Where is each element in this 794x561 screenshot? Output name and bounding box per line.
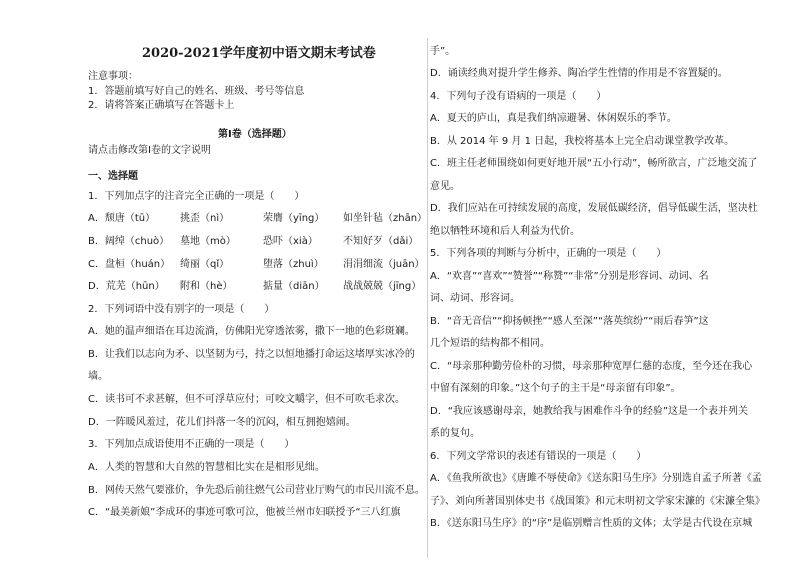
q2-option-a: A．她的温声细语在耳边流淌，仿佛阳光穿透浓雾，撒下一地的色彩斑斓。 [88, 326, 415, 337]
exam-title: 2020-2021学年度初中语文期末考试卷 [142, 46, 376, 61]
q4-option-c-cont: 意见。 [430, 181, 460, 192]
question-6: 6．下列文学常识的表述有错误的一项是（ ） [430, 451, 647, 462]
q1-option-d [88, 280, 427, 293]
q1d-item-1: D．荒芜（hūn） [88, 281, 165, 292]
q2-option-b-cont: 墙。 [88, 371, 108, 382]
q5-option-d: D．“我应该感谢母亲，她教给我与困难作斗争的经验”这是一个表并列关 [430, 406, 749, 417]
part-1-note: 请点击修改第Ⅰ卷的文字说明 [88, 145, 211, 156]
q2-option-c: C．读书可不求甚解，但不可浮草应付；可咬文嚼字，但不可吹毛求次。 [88, 394, 405, 405]
q2-option-b: B．让我们以志向为矛、以坚韧为弓，持之以恒地播打命运这堵厚实冰冷的 [88, 349, 415, 360]
q5-option-c: C．“母亲那种勤劳俭朴的习惯，母亲那种宽厚仁慈的态度，至今还在我心 [430, 361, 753, 372]
q1a-item-1: A．颓唐（tū） [88, 213, 156, 224]
q1-option-a [88, 212, 427, 225]
q1b-item-4: 不知好歹（dǎi） [343, 236, 419, 247]
q5-option-b-cont: 几个短语的结构都不相同。 [430, 338, 550, 349]
q5-option-b: B．“音无音信”“抑扬顿挫”“感人至深”“落英缤纷”“雨后春笋”这 [430, 316, 709, 327]
question-5: 5．下列各项的判断与分析中，正确的一项是（ ） [430, 248, 667, 259]
q1d-item-2: 附和（hè） [180, 281, 233, 292]
q1-option-c [88, 258, 427, 271]
q3-option-c-cont: 手”。 [430, 46, 456, 57]
q6-option-a: A．《鱼我所欲也》《唐雎不辱使命》《送东阳马生序》分别选自孟子所著《孟 [430, 473, 762, 484]
q1a-item-4: 如坐针毡（zhān） [343, 213, 428, 224]
column-divider [427, 38, 428, 558]
q5-option-a-cont: 词、动词、形容词。 [430, 293, 520, 304]
q6-option-a-cont: 子》、刘向所著国别体史书《战国策》和元末明初文学家宋濂的《宋濂全集》 [430, 496, 765, 507]
q4-option-b: B．从 2014 年 9 月 1 日起，我校将基本上完全启动课堂教学改革。 [430, 136, 735, 147]
question-4: 4．下列句子没有语病的一项是（ ） [430, 91, 607, 102]
q5-option-a: A．“欢喜”“喜欢”“赞誉”“称赞”“非常”分别是形容词、动词、名 [430, 271, 709, 282]
q1a-item-2: 挑歪（nì） [180, 213, 230, 224]
q5-option-c-cont: 中留有深刻的印象。”这个句子的主干是“母亲留有印象”。 [430, 383, 681, 394]
q1b-item-3: 恐吓（xià） [263, 236, 318, 247]
q4-option-d-cont: 绝以牺牲环境和后人利益为代价。 [430, 226, 580, 237]
q6-option-b: B．《送东阳马生序》的“序”是临别赠言性质的文体；太学是古代设在京城 [430, 518, 753, 529]
q3-option-d: D．诵读经典对提升学生修养、陶冶学生性情的作用是不容置疑的。 [430, 68, 728, 79]
q1c-item-4: 涓涓细流（juān） [343, 259, 425, 270]
q1-option-b [88, 235, 427, 248]
question-2: 2．下列词语中没有别字的一项是（ ） [88, 304, 275, 315]
notice-item-1: 1．答题前填写好自己的姓名、班级、考号等信息 [88, 86, 305, 97]
q1a-item-3: 荣膺（yīng） [263, 213, 325, 224]
q1c-item-3: 堕落（zhuì） [263, 259, 324, 270]
q3-option-b: B．网传天然气要涨价，争先恐后前往燃气公司营业厅购气的市民川流不息。 [88, 485, 425, 496]
q3-option-a: A．人类的智慧和大自然的智慧相比实在是相形见绌。 [88, 462, 325, 473]
q4-option-d: D．我们应站在可持续发展的高度，发展低碳经济，倡导低碳生活，坚决杜 [430, 203, 758, 214]
question-3: 3．下列加点成语使用不正确的一项是（ ） [88, 439, 295, 450]
question-1: 1．下列加点字的注音完全正确的一项是（ ） [88, 191, 305, 202]
section-heading: 一、选择题 [88, 171, 138, 182]
q3-option-c: C．“最美新娘”李成环的事迹可歌可泣，他被兰州市妇联授予“三八红旗 [88, 507, 401, 518]
q1c-item-2: 绮丽（qǐ） [180, 259, 230, 270]
notice-item-2: 2．请将答案正确填写在答题卡上 [88, 100, 235, 111]
part-1-heading: 第Ⅰ卷（选择题） [218, 129, 292, 140]
notice-heading: 注意事项： [88, 71, 138, 82]
q1b-item-2: 墓地（mò） [180, 236, 236, 247]
q4-option-a: A．夏天的庐山，真是我们纳凉避暑、休闲娱乐的季节。 [430, 113, 677, 124]
q1b-item-1: B．阔绰（chuò） [88, 236, 170, 247]
q1c-item-1: C．盘桓（huán） [88, 259, 171, 270]
q2-option-d: D．一阵暖风羞过，花儿们抖落一冬的沉闷，相互拥抱嬉闹。 [88, 417, 356, 428]
q1d-item-3: 掂量（diān） [263, 281, 325, 292]
q1d-item-4: 战战兢兢（jīng） [343, 281, 422, 292]
q4-option-c: C．班主任老师围绕如何更好地开展“五小行动”，畅所欲言，广泛地交流了 [430, 158, 758, 169]
q5-option-d-cont: 系的复句。 [430, 428, 480, 439]
